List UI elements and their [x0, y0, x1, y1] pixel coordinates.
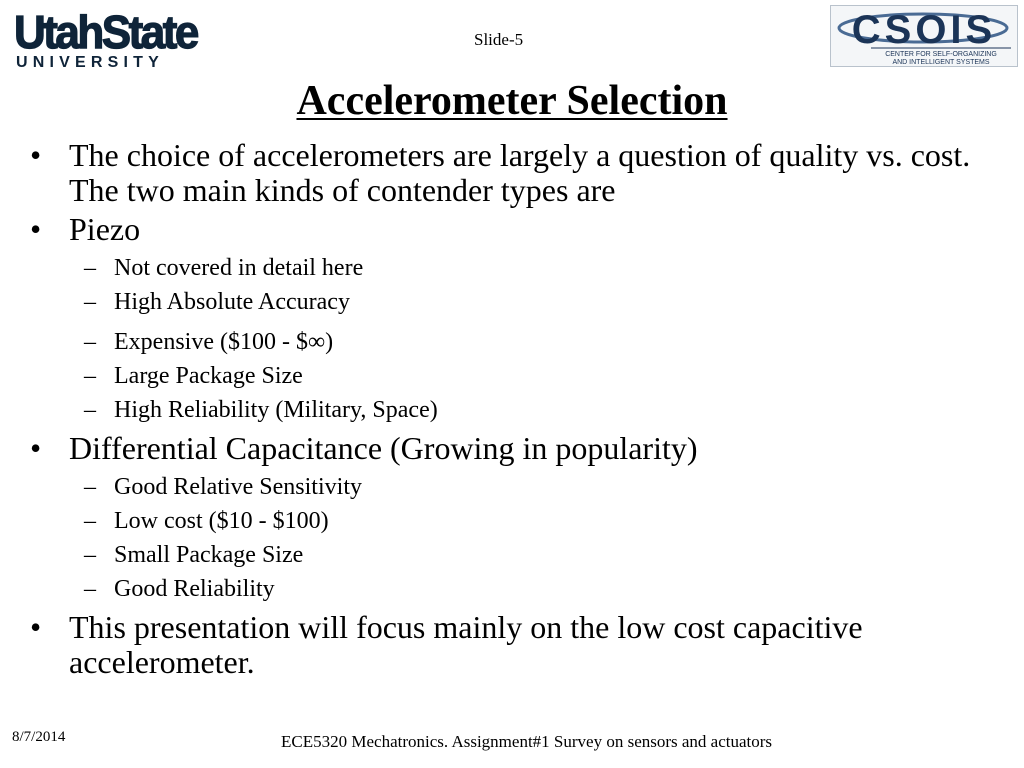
csois-logo-line1: CENTER FOR SELF-ORGANIZING	[885, 51, 997, 58]
csois-logo-graphic	[831, 6, 1017, 66]
dash-marker: –	[84, 397, 96, 423]
footer-date: 8/7/2014	[12, 729, 66, 745]
sub-bullet-item	[30, 359, 1000, 393]
sub-bullet-item	[30, 325, 1000, 359]
bullet-item	[30, 610, 1000, 680]
bullet-marker: •	[30, 609, 42, 645]
bullet-item	[30, 431, 1000, 466]
bullet-text: The choice of accelerometers are largely a question of quality vs. cost. The two main kinds of contender types are	[69, 137, 971, 208]
dash-marker: –	[84, 255, 96, 281]
sub-bullet-item	[30, 504, 1000, 538]
dash-marker: –	[84, 289, 96, 315]
dash-marker: –	[84, 474, 96, 500]
bullet-text: Good Reliability	[114, 576, 275, 602]
csois-logo-line2: AND INTELLIGENT SYSTEMS	[892, 59, 990, 66]
bullet-text: Low cost ($10 - $100)	[114, 508, 329, 534]
bullet-marker: •	[30, 137, 42, 173]
bullet-text: High Reliability (Military, Space)	[114, 397, 438, 423]
usu-logo-subtitle: UNIVERSITY	[16, 54, 165, 71]
bullet-text: Not covered in detail here	[114, 255, 364, 281]
bullet-marker: •	[30, 211, 42, 247]
dash-marker: –	[84, 508, 96, 534]
sub-bullet-item	[30, 285, 1000, 319]
bullet-text: This presentation will focus mainly on the low cost capacitive accelerometer.	[69, 609, 863, 680]
bullet-text: Differential Capacitance (Growing in popularity)	[69, 430, 698, 466]
csois-logo-wordmark: CSOIS	[851, 8, 997, 52]
bullet-text: Piezo	[69, 211, 141, 247]
bullet-text: Large Package Size	[114, 363, 303, 389]
bullet-list	[30, 138, 1000, 680]
slide-title: Accelerometer Selection	[296, 78, 728, 124]
dash-marker: –	[84, 576, 96, 602]
bullet-item	[30, 212, 1000, 247]
dash-marker: –	[84, 329, 96, 355]
bullet-text: Small Package Size	[114, 542, 304, 568]
sub-bullet-item	[30, 251, 1000, 285]
sub-bullet-item	[30, 470, 1000, 504]
sub-bullet-item	[30, 393, 1000, 427]
dash-marker: –	[84, 542, 96, 568]
usu-logo-wordmark: UtahState	[14, 6, 197, 59]
bullet-marker: •	[30, 430, 42, 466]
bullet-text: Good Relative Sensitivity	[114, 474, 362, 500]
csois-logo	[830, 5, 1018, 67]
footer-text: ECE5320 Mechatronics. Assignment#1 Survey on sensors and actuators	[281, 732, 773, 751]
sub-bullet-item	[30, 538, 1000, 572]
sub-bullet-item	[30, 572, 1000, 606]
bullet-text: Expensive ($100 - $∞)	[114, 329, 334, 355]
dash-marker: –	[84, 363, 96, 389]
utah-state-university-logo	[14, 6, 204, 72]
slide-number: Slide-5	[474, 30, 524, 49]
bullet-text: High Absolute Accuracy	[114, 289, 350, 315]
bullet-item	[30, 138, 1000, 208]
